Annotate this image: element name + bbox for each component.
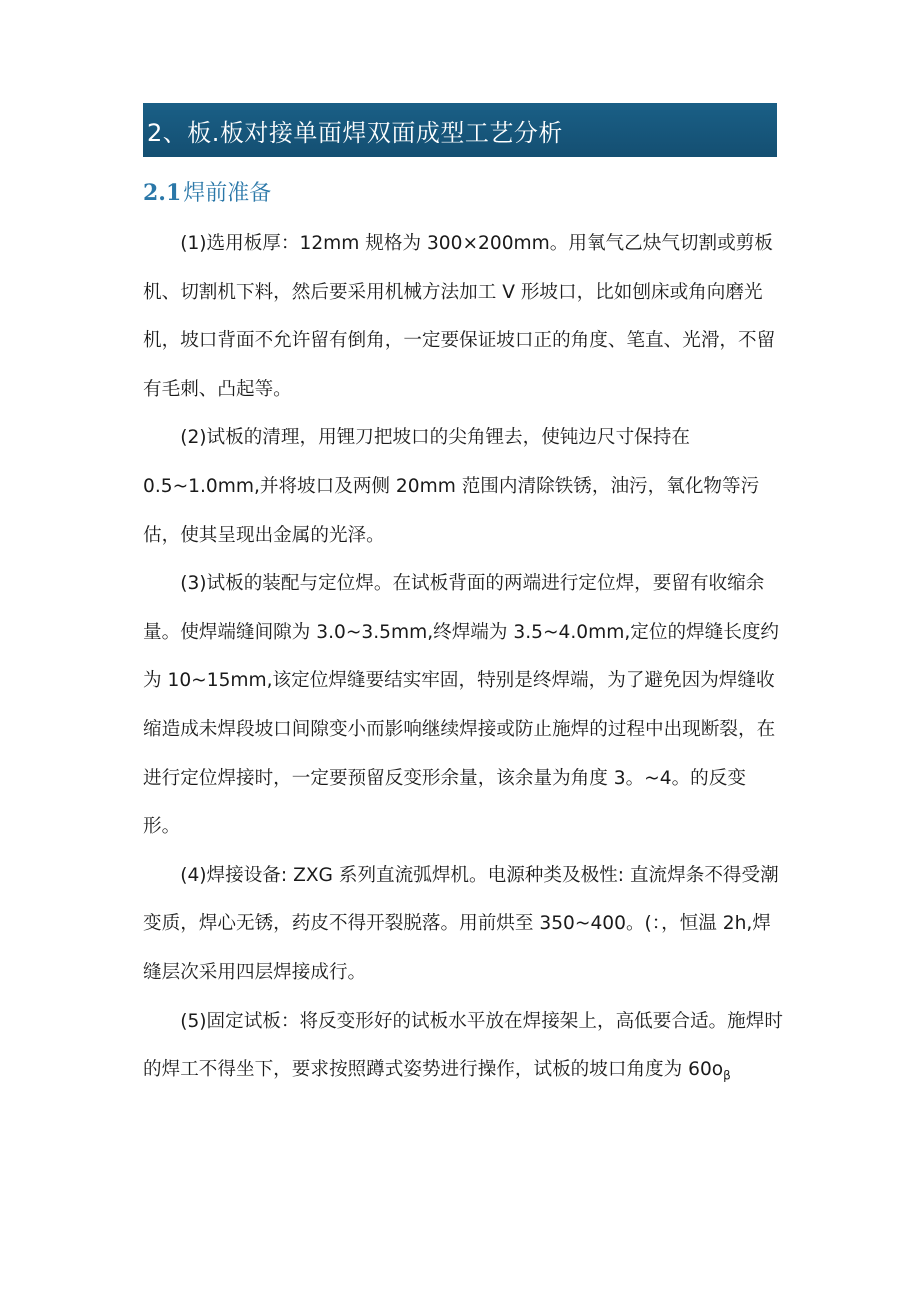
paragraph-3: (3)试板的装配与定位焊。在试板背面的两端进行定位焊，要留有收缩余量。使焊端缝间隙为 3.0~3.5mm,终焊端为 3.5~4.0mm,定位的焊缝长度约为 10~15mm,该定位焊缝要结实牢固，特别是终焊端，为了避免因为焊缝收缩造成未焊段坡口间隙变小而影响继续焊接或防止施焊的过程中出现断裂，在进行定位焊接时，一定要预留反变形余量，该余量为角度 3。~4。的反变形。 bbox=[143, 573, 780, 838]
paragraph-5-subscript: β bbox=[723, 1068, 731, 1083]
paragraph-4: (4)焊接设备: ZXG 系列直流弧焊机。电源种类及极性: 直流焊条不得受潮变质，焊心无锈，药皮不得开裂脱落。用前烘至 350~400。(：，恒温 2h,焊缝层次采用四层焊接成行。 bbox=[143, 864, 779, 983]
paragraph-5 bbox=[143, 998, 783, 1101]
paragraph-5-text: (5)固定试板：将反变形好的试板水平放在焊接架上，高低要合适。施焊时的焊工不得坐下，要求按照蹲式姿势进行操作，试板的坡口角度为 60o bbox=[143, 1010, 783, 1081]
section-heading-banner bbox=[143, 103, 777, 157]
subsection-heading bbox=[143, 176, 271, 207]
body-text bbox=[143, 220, 783, 1100]
section-title: 2、板.板对接单面焊双面成型工艺分析 bbox=[147, 118, 563, 147]
paragraph-2: (2)试板的清理，用锂刀把坡口的尖角锂去，使钝边尺寸保持在 0.5~1.0mm,并将坡口及两侧 20mm 范围内清除铁锈，油污，氧化物等污估，使其呈现出金属的光泽。 bbox=[143, 427, 760, 546]
subsection-number: 2.1 bbox=[143, 180, 182, 206]
paragraph-1: (1)选用板厚：12mm 规格为 300×200mm。用氧气乙炔气切割或剪板机、切割机下料，然后要采用机械方法加工 V 形坡口，比如刨床或角向磨光机，坡口背面不允许留有倒角，一定要保证坡口正的角度、笔直、光滑，不留有毛刺、凸起等。 bbox=[143, 233, 776, 400]
subsection-title: 焊前准备 bbox=[183, 181, 272, 206]
